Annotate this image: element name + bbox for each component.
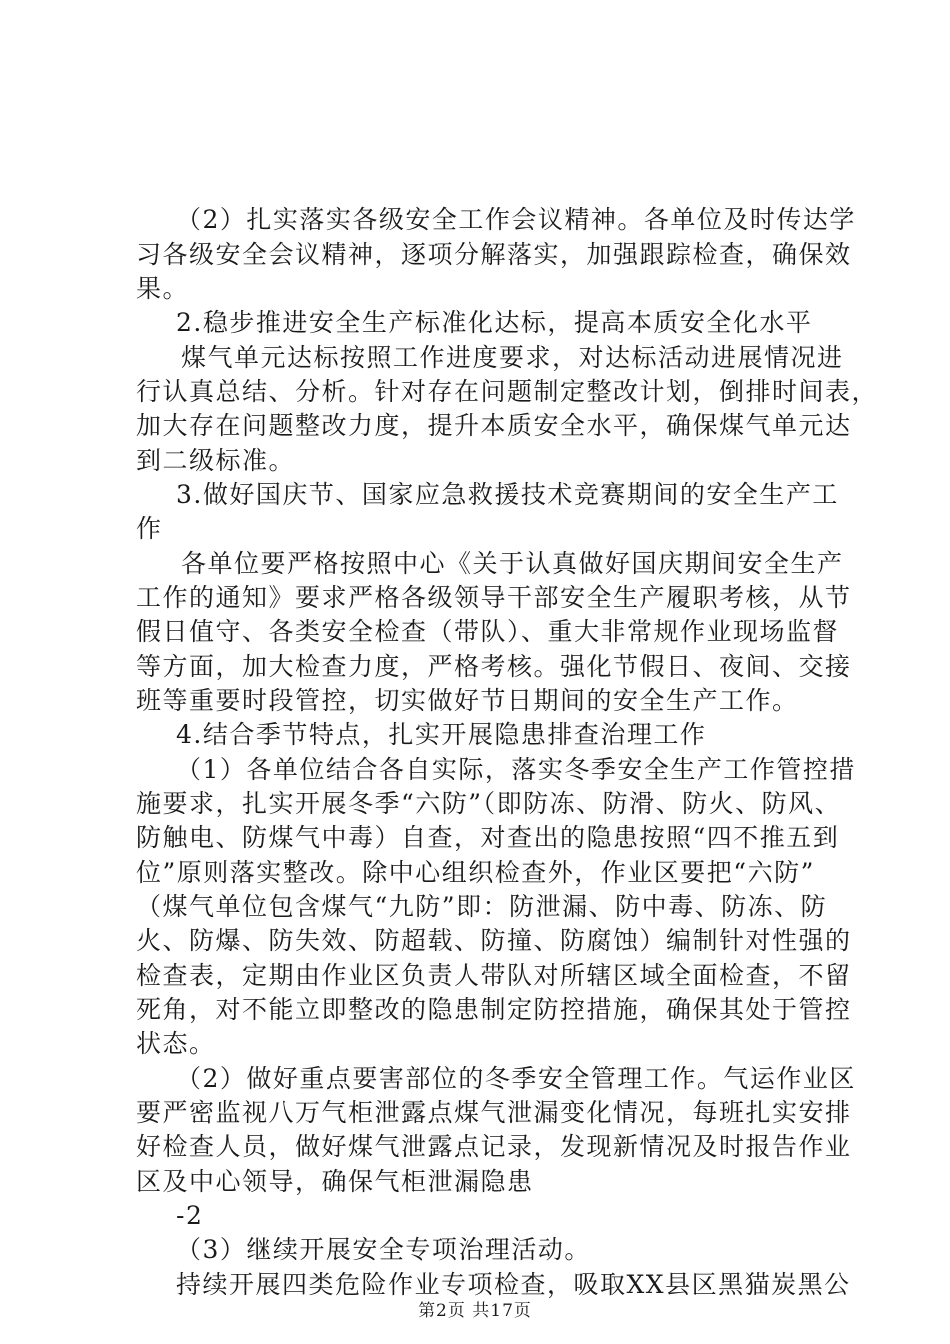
section-heading: 作	[136, 514, 163, 543]
text-line: 位”原则落实整改。除中心组织检查外，作业区要把“六防”	[136, 858, 815, 887]
section-heading: 3.做好国庆节、国家应急救援技术竞赛期间的安全生产工	[176, 480, 839, 509]
text-line: 区及中心领导，确保气柜泄漏隐患	[136, 1167, 534, 1196]
text-line: 各单位要严格按照中心《关于认真做好国庆期间安全生产	[181, 549, 844, 578]
text-line: 持续开展四类危险作业专项检查，吸取XX县区黑猫炭黑公	[176, 1270, 851, 1299]
text-line: 死角，对不能立即整改的隐患制定防控措施，确保其处于管控	[136, 995, 852, 1024]
text-line: 假日值守、各类安全检查（带队）、重大非常规作业现场监督	[136, 617, 840, 646]
section-heading: 2.稳步推进安全生产标准化达标，提高本质安全化水平	[176, 308, 813, 337]
page-footer: 第2页 共17页	[418, 1301, 532, 1321]
text-line: （2）做好重点要害部位的冬季安全管理工作。气运作业区	[176, 1064, 856, 1093]
text-line: 检查表，定期由作业区负责人带队对所辖区域全面检查，不留	[136, 961, 852, 990]
section-heading: （3）继续开展安全专项治理活动。	[176, 1235, 591, 1264]
text-line: 行认真总结、分析。针对存在问题制定整改计划，倒排时间表，	[136, 377, 879, 406]
text-line: 煤气单元达标按照工作进度要求，对达标活动进展情况进	[181, 343, 844, 372]
section-heading: 4.结合季节特点，扎实开展隐患排查治理工作	[176, 720, 707, 749]
text-line: 习各级安全会议精神，逐项分解落实，加强跟踪检查，确保效	[136, 240, 852, 269]
text-line: （2）扎实落实各级安全工作会议精神。各单位及时传达学	[176, 205, 856, 234]
text-line: 班等重要时段管控，切实做好节日期间的安全生产工作。	[136, 686, 799, 715]
text-line: 等方面，加大检查力度，严格考核。强化节假日、夜间、交接	[136, 652, 852, 681]
text-line: 火、防爆、防失效、防超载、防撞、防腐蚀）编制针对性强的	[136, 926, 852, 955]
text-line: 要严密监视八万气柜泄露点煤气泄漏变化情况，每班扎实安排	[136, 1098, 852, 1127]
text-line: 状态。	[136, 1029, 216, 1058]
text-line: （煤气单位包含煤气“九防”即：防泄漏、防中毒、防冻、防	[136, 892, 828, 921]
text-line: 好检查人员，做好煤气泄露点记录，发现新情况及时报告作业	[136, 1132, 852, 1161]
text-line: 工作的通知》要求严格各级领导干部安全生产履职考核，从节	[136, 583, 852, 612]
text-line: 到二级标准。	[136, 446, 296, 475]
text-line: 防触电、防煤气中毒）自查，对查出的隐患按照“四不推五到	[136, 823, 840, 852]
text-line: 施要求，扎实开展冬季“六防”（即防冻、防滑、防火、防风、	[136, 789, 842, 818]
text-line: （1）各单位结合各自实际，落实冬季安全生产工作管控措	[176, 755, 856, 784]
text-line: 加大存在问题整改力度，提升本质安全水平，确保煤气单元达	[136, 411, 852, 440]
inline-page-marker: -2	[176, 1201, 204, 1230]
text-line: 果。	[136, 274, 190, 303]
